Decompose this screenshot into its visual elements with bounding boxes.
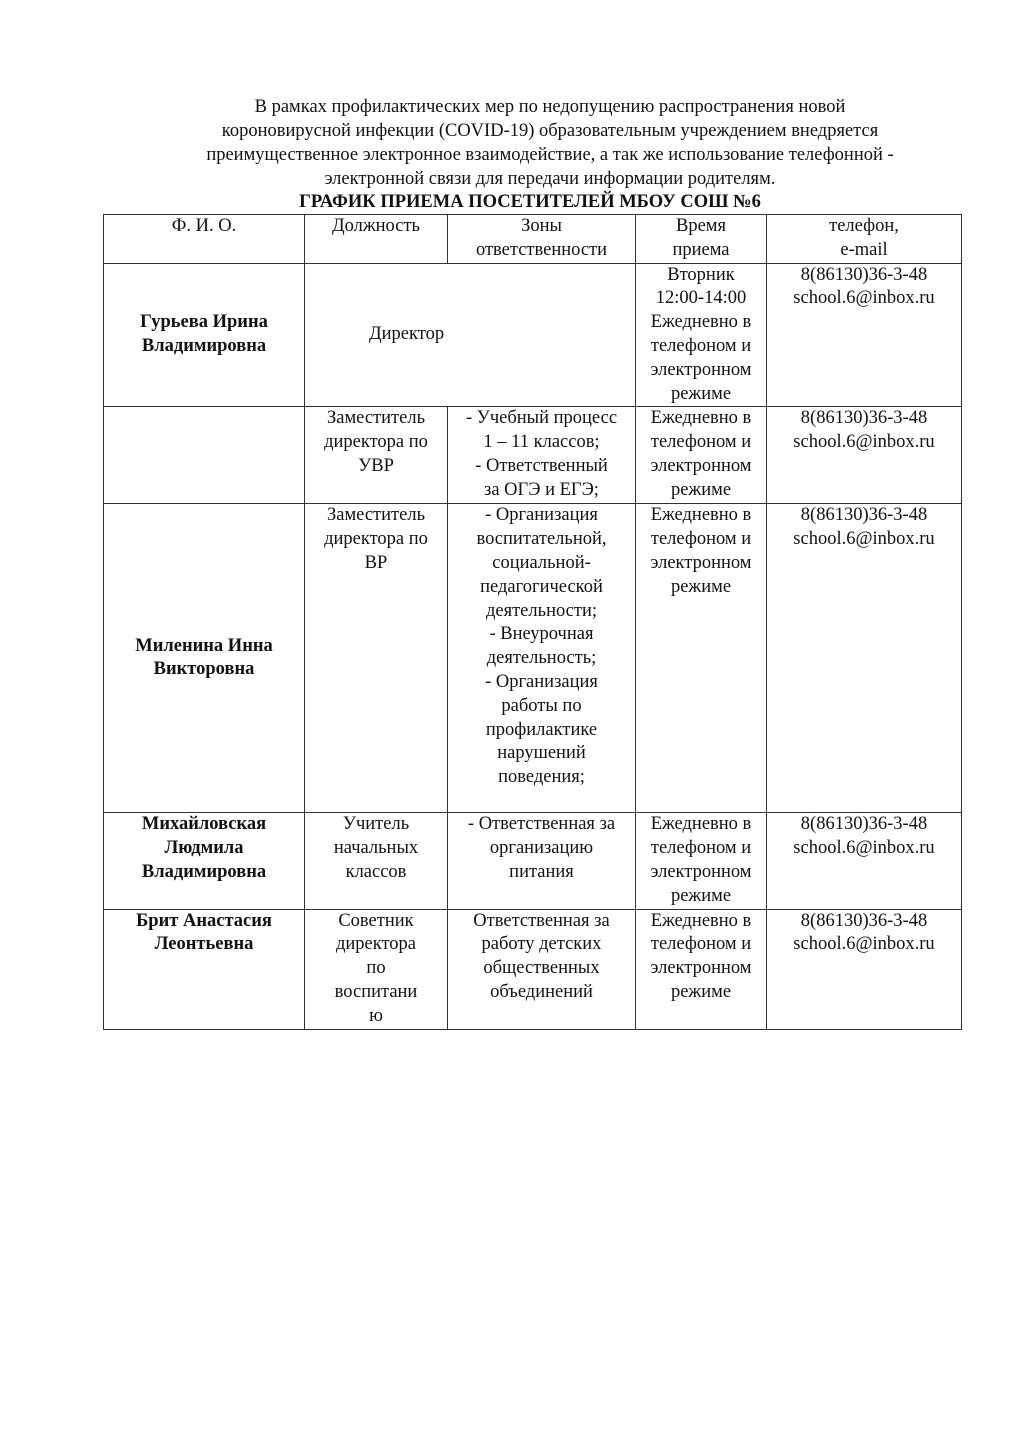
phone-text: 8(86130)36-3-48 xyxy=(800,264,928,285)
position-cell: Заместитель директора по ВР xyxy=(305,504,448,813)
time-cell: Ежедневно в телефоном и электронном режиме xyxy=(636,407,767,504)
intro-line: короновирусной инфекции (COVID-19) образовательным учреждением внедряется xyxy=(221,121,879,141)
position-cell: Советник директора по воспитани ю xyxy=(305,909,448,1029)
contact-cell xyxy=(767,263,962,407)
header-position: Должность xyxy=(305,215,448,264)
table-row xyxy=(104,813,962,909)
phone-text: 8(86130)36-3-48 xyxy=(800,814,928,835)
schedule-table xyxy=(103,214,962,1030)
contact-cell xyxy=(767,504,962,813)
contact-cell xyxy=(767,407,962,504)
email-text: school.6@inbox.ru xyxy=(793,432,935,453)
zones-cell: - Ответственная за организацию питания xyxy=(448,813,636,909)
intro-line: преимущественное электронное взаимодействие, а так же использование телефонной - xyxy=(206,145,894,165)
zones-cell: - Учебный процесс 1 – 11 классов; - Ответственный за ОГЭ и ЕГЭ; xyxy=(448,407,636,504)
person-name: Миленина Инна Викторовна xyxy=(104,504,305,813)
person-name: Михайловская Людмила Владимировна xyxy=(104,813,305,909)
position-cell: Директор xyxy=(305,263,636,407)
intro-line: электронной связи для передачи информации родителям. xyxy=(324,169,776,189)
phone-text: 8(86130)36-3-48 xyxy=(800,505,928,526)
table-row xyxy=(104,909,962,1029)
person-name: Брит Анастасия Леонтьевна xyxy=(104,909,305,1029)
email-text: school.6@inbox.ru xyxy=(793,838,935,859)
email-text: school.6@inbox.ru xyxy=(793,288,935,309)
contact-cell xyxy=(767,909,962,1029)
time-cell: Вторник 12:00-14:00 Ежедневно в телефоном и электронном режиме xyxy=(636,263,767,407)
header-fio: Ф. И. О. xyxy=(104,215,305,264)
zones-cell: - Организация воспитательной, социальной- педагогической деятельности; - Внеурочная деятельность; - Организация работы по профилактике нарушений поведения; xyxy=(448,504,636,813)
intro-line: В рамках профилактических мер по недопущению распространения новой xyxy=(254,97,846,117)
email-text: school.6@inbox.ru xyxy=(793,934,935,955)
contact-cell xyxy=(767,813,962,909)
schedule-title: ГРАФИК ПРИЕМА ПОСЕТИТЕЛЕЙ МБОУ СОШ №6 xyxy=(299,192,761,212)
intro-paragraph xyxy=(150,95,950,191)
person-name: Гурьева Ирина Владимировна xyxy=(104,263,305,407)
table-row xyxy=(104,504,962,813)
time-cell: Ежедневно в телефоном и электронном режиме xyxy=(636,909,767,1029)
position-cell: Учитель начальных классов xyxy=(305,813,448,909)
phone-text: 8(86130)36-3-48 xyxy=(800,408,928,429)
header-zones: Зоны ответственности xyxy=(448,215,636,264)
person-name xyxy=(104,407,305,504)
zones-cell: Ответственная за работу детских общественных объединений xyxy=(448,909,636,1029)
header-contact: телефон, e-mail xyxy=(767,215,962,264)
email-text: school.6@inbox.ru xyxy=(793,529,935,550)
position-cell: Заместитель директора по УВР xyxy=(305,407,448,504)
table-row xyxy=(104,263,962,407)
time-cell: Ежедневно в телефоном и электронном режиме xyxy=(636,504,767,813)
table-row xyxy=(104,407,962,504)
phone-text: 8(86130)36-3-48 xyxy=(800,910,928,931)
header-row xyxy=(104,215,962,264)
time-cell: Ежедневно в телефоном и электронном режиме xyxy=(636,813,767,909)
header-time: Время приема xyxy=(636,215,767,264)
